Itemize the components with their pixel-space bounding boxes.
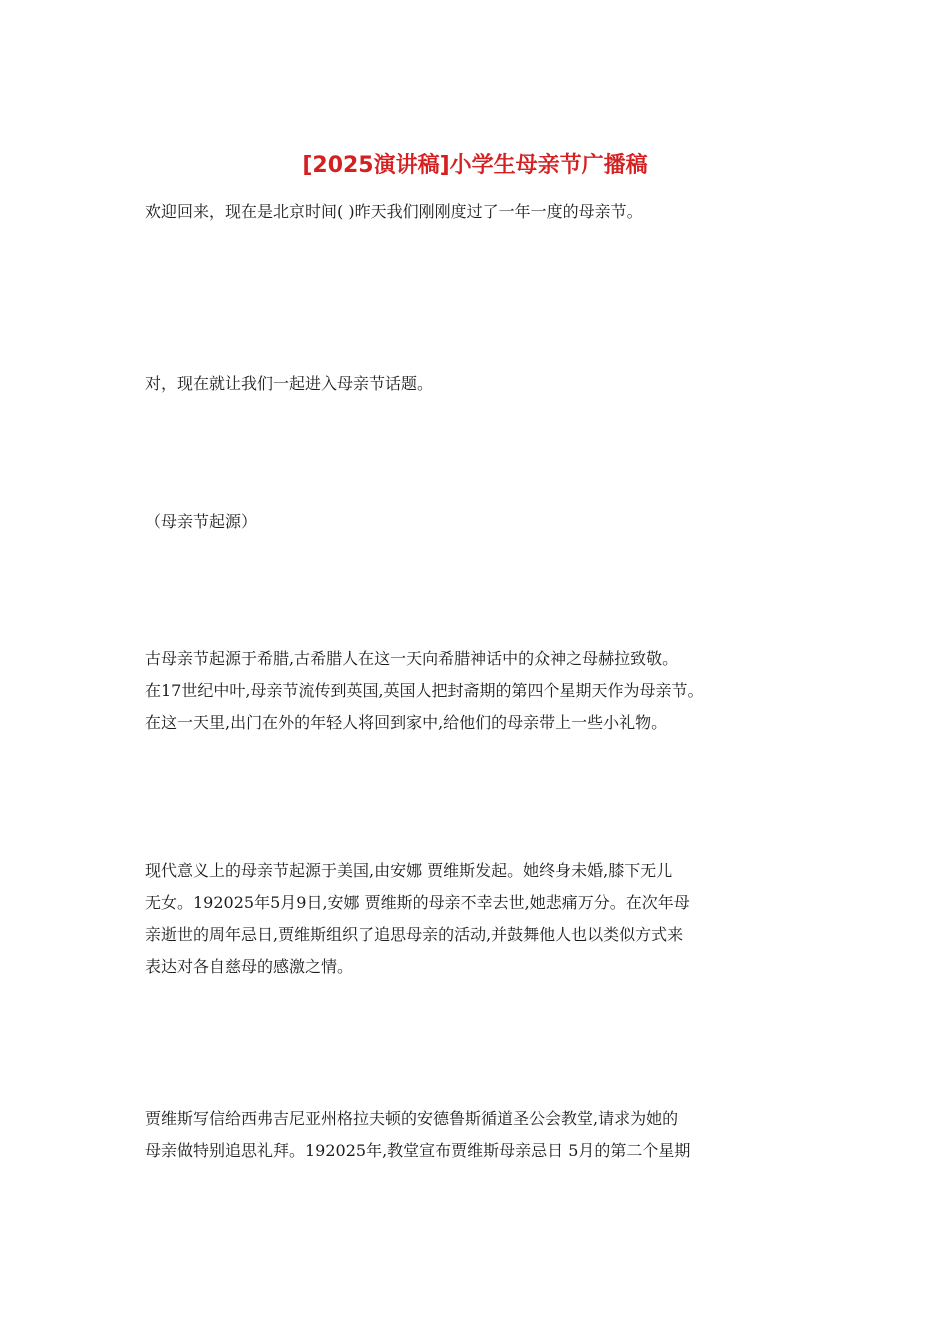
origin-paragraph-america xyxy=(145,855,825,983)
paragraph-line: 无女。192025年5月9日,安娜 贾维斯的母亲不幸去世,她悲痛万分。在次年母 xyxy=(145,893,690,912)
paragraph-line: 古母亲节起源于希腊,古希腊人在这一天向希腊神话中的众神之母赫拉致敬。 xyxy=(145,649,679,668)
paragraph-line: 现代意义上的母亲节起源于美国,由安娜 贾维斯发起。她终身未婚,膝下无儿 xyxy=(145,861,673,880)
paragraph-line: 亲逝世的周年忌日,贾维斯组织了追思母亲的活动,并鼓舞他人也以类似方式来 xyxy=(145,925,684,944)
section-heading: （母亲节起源） xyxy=(145,512,258,531)
paragraph-line: 在17世纪中叶,母亲节流传到英国,英国人把封斋期的第四个星期天作为母亲节。 xyxy=(145,681,704,700)
intro-paragraph: 欢迎回来，现在是北京时间( )昨天我们刚刚度过了一年一度的母亲节。 xyxy=(145,202,643,221)
jarvis-letter-paragraph xyxy=(145,1103,825,1167)
topic-paragraph: 对，现在就让我们一起进入母亲节话题。 xyxy=(145,374,434,393)
paragraph-line: 在这一天里,出门在外的年轻人将回到家中,给他们的母亲带上一些小礼物。 xyxy=(145,713,668,732)
paragraph-line: 表达对各自慈母的感激之情。 xyxy=(145,957,354,976)
paragraph-line: 贾维斯写信给西弗吉尼亚州格拉夫顿的安德鲁斯循道圣公会教堂,请求为她的 xyxy=(145,1109,679,1128)
paragraph-line: 母亲做特别追思礼拜。192025年,教堂宣布贾维斯母亲忌日 5月的第二个星期 xyxy=(145,1141,691,1160)
origin-paragraph-greece xyxy=(145,643,825,739)
document-title: [2025演讲稿]小学生母亲节广播稿 xyxy=(302,153,648,178)
